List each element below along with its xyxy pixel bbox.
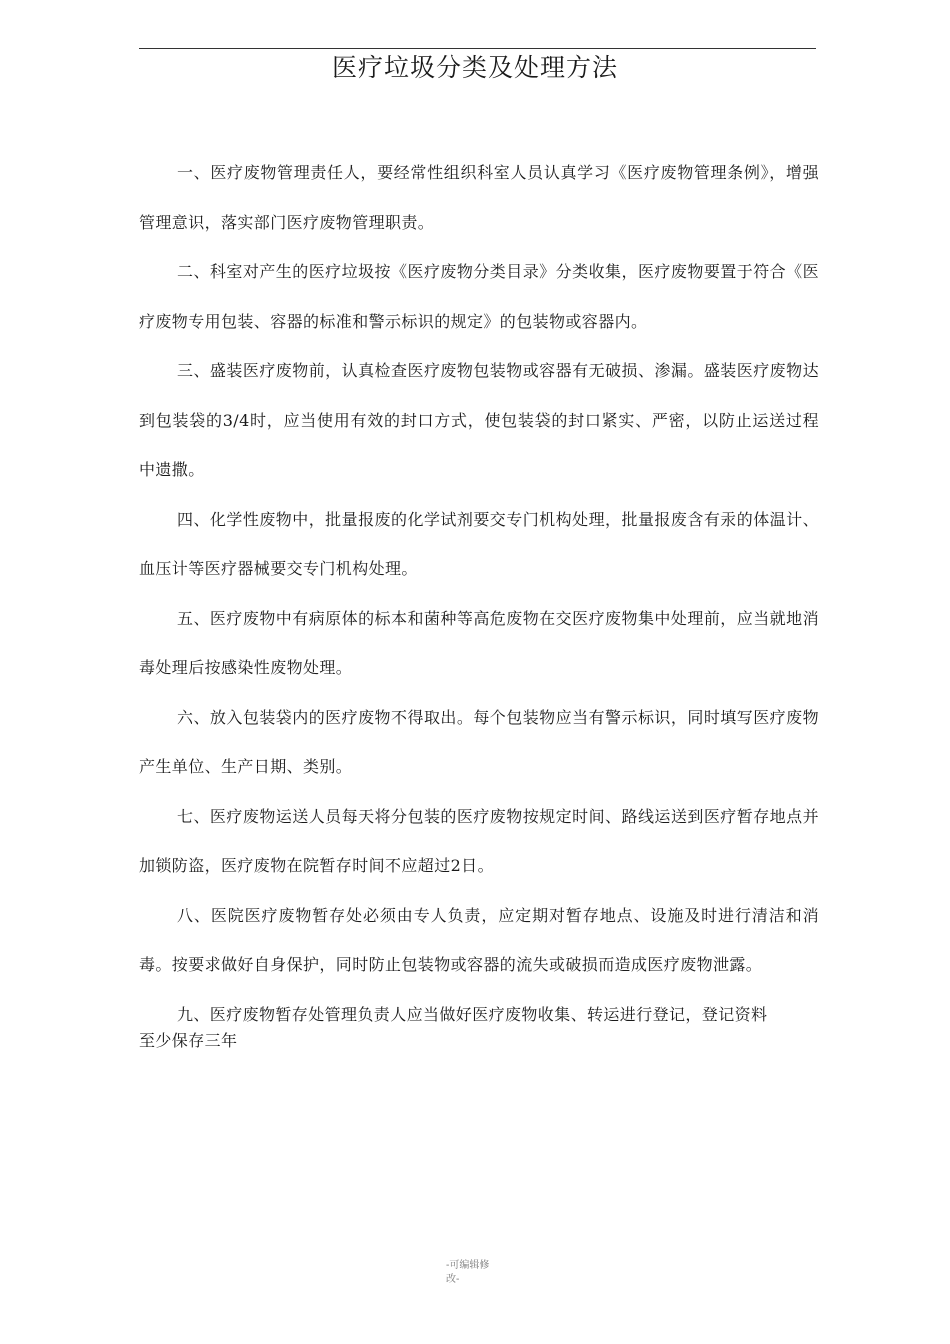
page-title: 医疗垃圾分类及处理方法 [331, 53, 618, 82]
paragraph-4: 四、化学性废物中，批量报废的化学试剂要交专门机构处理，批量报废含有汞的体温计、血压计等医疗器械要交专门机构处理。 [139, 509, 819, 578]
page-footer [446, 1259, 506, 1287]
paragraph-8: 八、医院医疗废物暂存处必须由专人负责，应定期对暂存地点、设施及时进行清洁和消毒。按要求做好自身保护，同时防止包装物或容器的流失或破损而造成医疗废物泄露。 [139, 905, 819, 974]
footer-line-2: 改- [446, 1274, 460, 1285]
header-rule [139, 48, 816, 49]
document-body [139, 148, 819, 1054]
paragraph-3: 三、盛装医疗废物前，认真检查医疗废物包装物或容器有无破损、渗漏。盛装医疗废物达到包装袋的3/4时，应当使用有效的封口方式，使包装袋的封口紧实、严密，以防止运送过程中遗撒。 [139, 361, 819, 479]
paragraph-1: 一、医疗废物管理责任人，要经常性组织科室人员认真学习《医疗废物管理条例》，增强管理意识，落实部门医疗废物管理职责。 [139, 163, 819, 232]
paragraph-6: 六、放入包装袋内的医疗废物不得取出。每个包装物应当有警示标识，同时填写医疗废物产生单位、生产日期、类别。 [139, 707, 819, 776]
paragraph-5: 五、医疗废物中有病原体的标本和菌种等高危废物在交医疗废物集中处理前，应当就地消毒处理后按感染性废物处理。 [139, 608, 819, 677]
paragraph-9: 九、医疗废物暂存处管理负责人应当做好医疗废物收集、转运进行登记，登记资料至少保存三年 [139, 1004, 768, 1050]
paragraph-2: 二、科室对产生的医疗垃圾按《医疗废物分类目录》分类收集，医疗废物要置于符合《医疗废物专用包装、容器的标准和警示标识的规定》的包装物或容器内。 [139, 262, 819, 331]
footer-line-1: -可编辑修 [446, 1260, 490, 1271]
paragraph-7: 七、医疗废物运送人员每天将分包装的医疗废物按规定时间、路线运送到医疗暂存地点并加锁防盗，医疗废物在院暂存时间不应超过2日。 [139, 806, 819, 875]
